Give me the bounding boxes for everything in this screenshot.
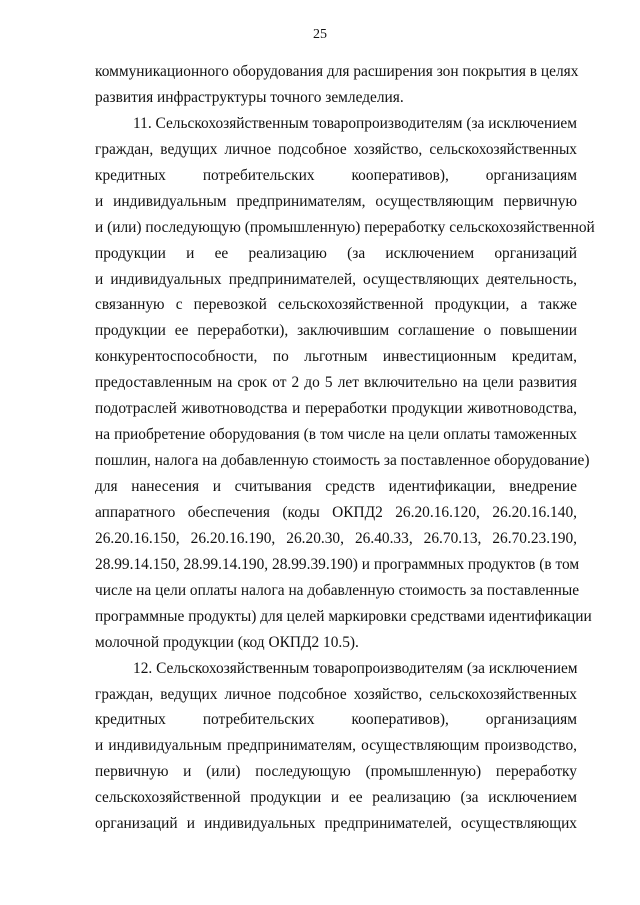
paragraph-12-line-6: сельскохозяйственной продукции и ее реализацию (за исключением [95,789,577,807]
paragraph-11-line-12: подотраслей животноводства и переработки продукции животноводства, [95,400,577,418]
paragraph-11-line-18: 28.99.14.150, 28.99.14.190, 28.99.39.190) и программных продуктов (в том [95,555,580,573]
paragraph-11-line-6: продукции и ее реализацию (за исключением организаций [95,244,577,262]
paragraph-11-line-21: молочной продукции (код ОКПД2 10.5). [95,633,359,651]
paragraph-11-line-9: продукции ее переработки), заключившим соглашение о повышении [95,322,577,340]
body-text [95,59,595,837]
paragraph-11-line-16: аппаратного обеспечения (коды ОКПД2 26.20.16.120, 26.20.16.140, [95,503,577,521]
paragraph-12-line-5: первичную и (или) последующую (промышленную) переработку [95,763,577,781]
paragraph-1-line-1: коммуникационного оборудования для расширения зон покрытия в целях [95,63,579,80]
paragraph-12-line-3: кредитных потребительских кооперативов), организациям [95,711,577,729]
paragraph-11-line-11: предоставленным на срок от 2 до 5 лет включительно на цели развития [95,374,577,392]
paragraph-11-line-4: и индивидуальным предпринимателям, осуществляющим первичную [95,192,577,210]
paragraph-11-line-2: граждан, ведущих личное подсобное хозяйство, сельскохозяйственных [95,140,577,158]
paragraph-11-line-13: на приобретение оборудования (в том числе на цели оплаты таможенных [95,426,577,444]
paragraph-12-line-7: организаций и индивидуальных предпринимателей, осуществляющих [95,815,577,833]
paragraph-12-line-2: граждан, ведущих личное подсобное хозяйство, сельскохозяйственных [95,685,577,703]
paragraph-11-line-20: программные продукты) для целей маркировки средствами идентификации [95,607,592,625]
paragraph-11-line-5: и (или) последующую (промышленную) переработку сельскохозяйственной [95,218,595,236]
paragraph-12-line-1: 12. Сельскохозяйственным товаропроизводителям (за исключением [133,659,578,677]
paragraph-11-line-14: пошлин, налога на добавленную стоимость за поставленное оборудование) [95,452,590,470]
paragraph-11-line-8: связанную с перевозкой сельскохозяйственной продукции, а также [95,296,577,314]
paragraph-11-line-15: для нанесения и считывания средств идентификации, внедрение [95,478,577,495]
paragraph-11-line-19: числе на цели оплаты налога на добавленную стоимость за поставленные [95,581,580,599]
paragraph-12-line-4: и индивидуальным предпринимателям, осуществляющим производство, [95,737,577,755]
paragraph-11-line-1: 11. Сельскохозяйственным товаропроизводителям (за исключением [133,114,577,132]
paragraph-1-line-2: развития инфраструктуры точного земледелия. [95,88,404,106]
paragraph-11-line-17: 26.20.16.150, 26.20.16.190, 26.20.30, 26.40.33, 26.70.13, 26.70.23.190, [95,529,577,547]
paragraph-11-line-10: конкурентоспособности, по льготным инвестиционным кредитам, [95,348,577,366]
paragraph-11-line-3: кредитных потребительских кооперативов), организациям [95,166,577,184]
paragraph-11-line-7: и индивидуальных предпринимателей, осуществляющих деятельность, [95,270,577,288]
page-number: 25 [313,27,327,42]
